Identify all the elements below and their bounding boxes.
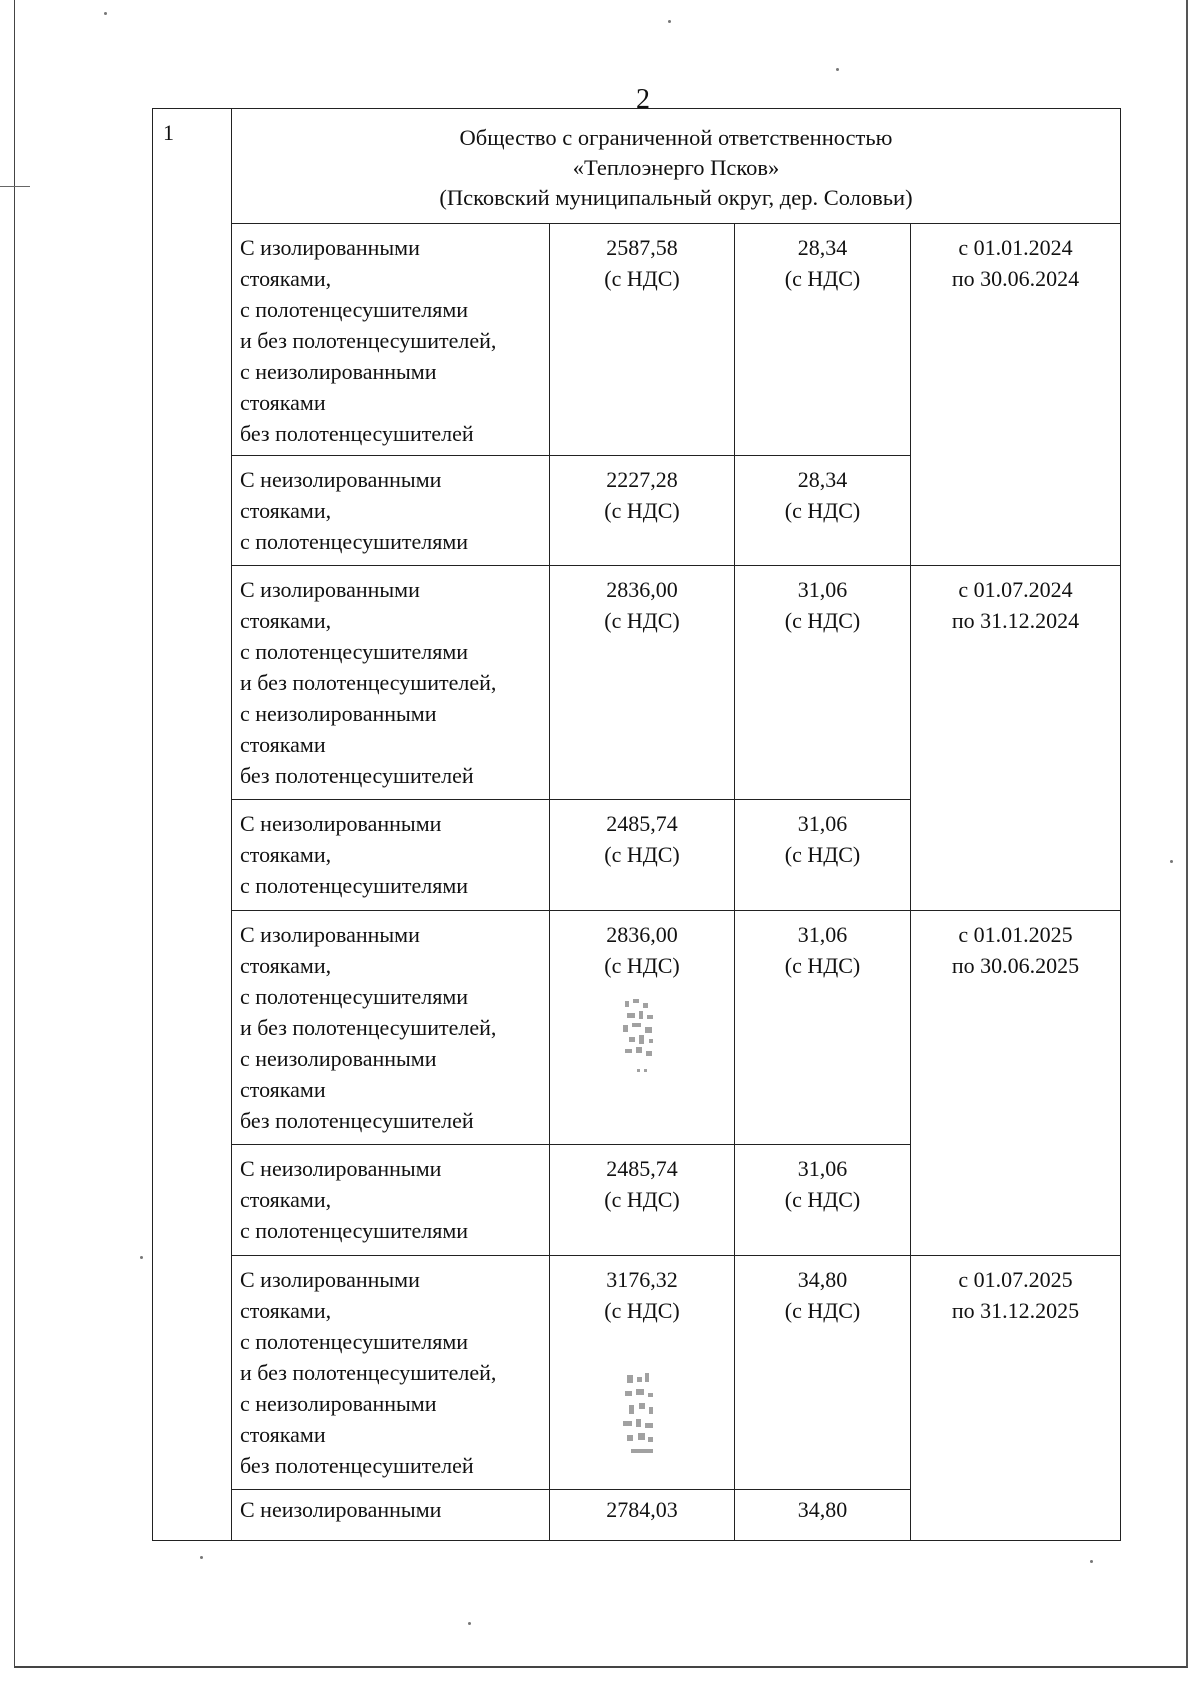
heating-type-non-isolated: С неизолированными стояками, с полотенцесушителями	[232, 1145, 550, 1256]
heating-type-isolated: С изолированными стояками, с полотенцесушителями и без полотенцесушителей, с неизолированными стояками без полотенцесушителей	[232, 1256, 550, 1490]
group-number: 1	[153, 109, 232, 1541]
heating-type-non-isolated: С неизолированными стояками, с полотенцесушителями	[232, 800, 550, 911]
org-name-line2: «Теплоэнерго Псков»	[572, 155, 780, 180]
scan-speck	[104, 12, 107, 15]
tariff-value-2: 31,06 (с НДС)	[735, 911, 911, 1145]
org-header-row	[153, 109, 1121, 224]
scan-speck	[468, 1622, 471, 1625]
tariff-value-1: 2485,74 (с НДС)	[550, 800, 735, 911]
heating-type-non-isolated: С неизолированными стояками, с полотенцесушителями	[232, 456, 550, 566]
heating-type-isolated: С изолированными стояками, с полотенцесушителями и без полотенцесушителей, с неизолированными стояками без полотенцесушителей	[232, 224, 550, 456]
scan-speck	[140, 1256, 143, 1259]
scan-speck	[1170, 860, 1173, 863]
table-row	[153, 911, 1121, 1145]
tariff-value-1: 2587,58 (с НДС)	[550, 224, 735, 456]
tariff-table	[152, 108, 1121, 1541]
page-number: 2	[636, 84, 650, 115]
heating-type-isolated: С изолированными стояками, с полотенцесушителями и без полотенцесушителей, с неизолированными стояками без полотенцесушителей	[232, 911, 550, 1145]
tariff-value-2: 31,06 (с НДС)	[735, 1145, 911, 1256]
tariff-value-1: 2836,00 (с НДС)	[550, 566, 735, 800]
scan-speck	[836, 68, 839, 71]
period-cell: с 01.01.2025 по 30.06.2025	[911, 911, 1121, 1256]
tariff-value-2: 34,80 (с НДС)	[735, 1256, 911, 1490]
tariff-value-2: 28,34 (с НДС)	[735, 456, 911, 566]
tariff-value-2: 28,34 (с НДС)	[735, 224, 911, 456]
stamp-mark-icon	[617, 1366, 667, 1466]
stamp-mark-icon	[617, 997, 667, 1077]
tariff-value-2: 31,06 (с НДС)	[735, 566, 911, 800]
tariff-value-1: 2227,28 (с НДС)	[550, 456, 735, 566]
org-name-line1: Общество с ограниченной ответственностью	[459, 125, 893, 150]
period-cell: с 01.07.2024 по 31.12.2024	[911, 566, 1121, 911]
scan-speck	[200, 1556, 203, 1559]
scan-edge-mark	[0, 186, 30, 187]
period-cell: с 01.01.2024 по 30.06.2024	[911, 224, 1121, 566]
period-cell: с 01.07.2025 по 31.12.2025	[911, 1256, 1121, 1541]
table-row	[153, 566, 1121, 800]
table-row	[153, 224, 1121, 456]
scan-speck	[668, 20, 671, 23]
org-location: (Псковский муниципальный округ, дер. Соловьи)	[439, 185, 913, 210]
heating-type-non-isolated: С неизолированными	[232, 1490, 550, 1541]
tariff-value-1: 2784,03	[550, 1490, 735, 1541]
heating-type-isolated: С изолированными стояками, с полотенцесушителями и без полотенцесушителей, с неизолированными стояками без полотенцесушителей	[232, 566, 550, 800]
tariff-value-1: 2485,74 (с НДС)	[550, 1145, 735, 1256]
tariff-value-1: 2836,00 (с НДС)	[550, 911, 735, 1145]
tariff-value-2: 31,06 (с НДС)	[735, 800, 911, 911]
scan-speck	[1090, 1560, 1093, 1563]
tariff-value-2: 34,80	[735, 1490, 911, 1541]
table-row	[153, 1256, 1121, 1490]
org-header	[232, 109, 1121, 224]
tariff-value-1: 3176,32 (с НДС)	[550, 1256, 735, 1490]
